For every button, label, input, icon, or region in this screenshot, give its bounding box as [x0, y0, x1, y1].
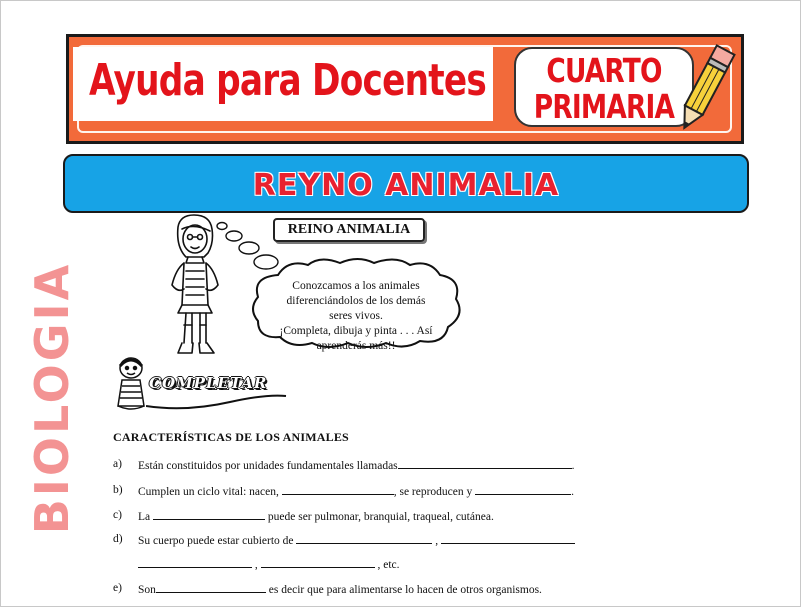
question-letter: e): [113, 582, 122, 594]
answer-blank[interactable]: [138, 557, 252, 568]
section-title: CARACTERÍSTICAS DE LOS ANIMALES: [113, 430, 349, 444]
site-title: Ayuda para Docentes: [89, 55, 486, 106]
mascot-icon: [114, 356, 148, 414]
question-letter: b): [113, 484, 123, 496]
question-text: , se reproducen y: [393, 486, 473, 498]
pencil-icon: [673, 39, 737, 139]
topic-bar: [63, 154, 749, 213]
answer-blank[interactable]: [441, 533, 575, 544]
answer-blank[interactable]: [282, 484, 394, 495]
question-text: .: [571, 460, 575, 472]
question-text: .: [571, 486, 575, 498]
grade-line-2: PRIMARIA: [533, 87, 675, 126]
answer-blank[interactable]: [398, 458, 572, 469]
question-text: , etc.: [377, 559, 400, 571]
question-text: puede ser pulmonar, branquial, traqueal, cutánea.: [267, 511, 494, 523]
question-d-continued: [138, 557, 400, 571]
grade-line-1: CUARTO: [546, 51, 662, 90]
speech-line: aprenderás más!!: [316, 340, 396, 352]
question-text: Están constituidos por unidades fundamentales llamadas: [138, 460, 398, 472]
completar-label: COMPLETAR: [149, 374, 268, 392]
speech-line: Conozcamos a los animales: [292, 280, 420, 292]
grade-badge: [514, 47, 694, 127]
answer-blank[interactable]: [296, 533, 432, 544]
question-letter: d): [113, 533, 123, 545]
topic-title: REYNO ANIMALIA: [252, 168, 560, 203]
question-text: es decir que para alimentarse lo hacen de otros organismos.: [268, 584, 542, 596]
question-text: ,: [435, 535, 439, 547]
question-text: Son: [138, 584, 156, 596]
answer-blank[interactable]: [261, 557, 375, 568]
question-letter: a): [113, 458, 122, 470]
answer-blank[interactable]: [475, 484, 571, 495]
question-text: Cumplen un ciclo vital: nacen,: [138, 486, 279, 498]
speech-line: diferenciándolos de los demás seres vivos.: [286, 295, 426, 322]
answer-blank[interactable]: [156, 582, 266, 593]
question-text: La: [138, 511, 151, 523]
speech-line: ¡Completa, dibuja y pinta . . . Así: [279, 325, 433, 337]
site-banner: [66, 34, 744, 144]
speech-text: [276, 279, 436, 354]
question-letter: c): [113, 509, 122, 521]
subject-label: BIOLOGIA: [25, 261, 79, 535]
question-text: Su cuerpo puede estar cubierto de: [138, 535, 294, 547]
answer-blank[interactable]: [153, 509, 265, 520]
question-text: ,: [254, 559, 258, 571]
worksheet-heading: REINO ANIMALIA: [273, 218, 425, 242]
